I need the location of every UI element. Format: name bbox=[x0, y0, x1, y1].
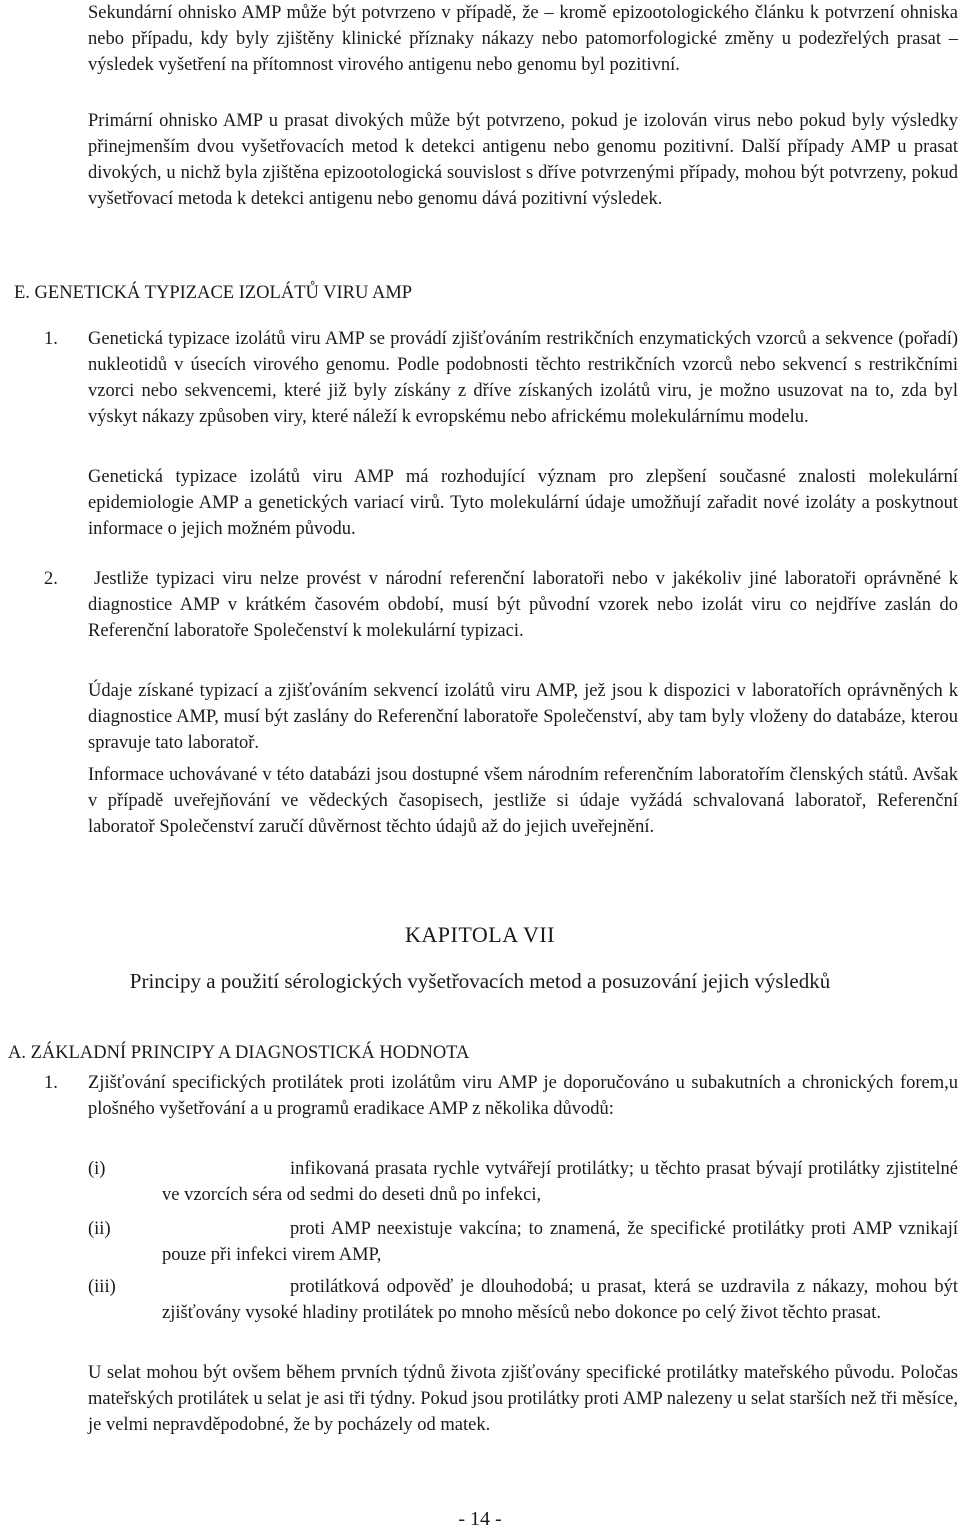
list-marker: 1. bbox=[44, 1073, 58, 1093]
reason-marker: (ii) bbox=[88, 1219, 111, 1239]
reason-item: protilátková odpověď je dlouhodobá; u prasat, která se uzdravila z nákazy, mohou být zjišťovány vysoké hladiny protilátek po mnoho měsíců nebo dokonce po celý život těchto prasat. bbox=[162, 1277, 958, 1323]
reason-marker: (i) bbox=[88, 1159, 106, 1179]
sequence-data-paragraph: Údaje získané typizací a zjišťováním sekvencí izolátů viru AMP, jež jsou k dispozici v laboratořích oprávněných k diagnostice AMP, musí být zaslány do Referenční laboratoře Společenství, aby tam byly vloženy do databáze, kterou spravuje tato laboratoř. bbox=[88, 681, 958, 753]
paragraph-primary-outbreak-wild-boar: Primární ohnisko AMP u prasat divokých může být potvrzeno, pokud je izolován virus nebo pokud byly výsledky přinejmenším dvou vyšetřovacích metod k detekci antigenu nebo genomu pozitivní. Další případy AMP u prasat divokých, u nichž byla zjištěna epizootologická souvislost s dříve potvrzenými případy, mohou být potvrzeny, pokud vyšetřovací metoda k detekci antigenu nebo genomu dává pozitivní výsledek. bbox=[88, 111, 958, 209]
reason-marker: (iii) bbox=[88, 1277, 116, 1297]
genetic-typing-importance-paragraph: Genetická typizace izolátů viru AMP má rozhodující význam pro zlepšení současné znalosti molekulární epidemiologie AMP a genetických variací virů. Tyto molekulární údaje umožňují zařadit nové izoláty a poskytnout informace o jejich možném původu. bbox=[88, 467, 958, 539]
list-marker: 2. bbox=[44, 569, 58, 589]
maternal-antibodies-paragraph: U selat mohou být ovšem během prvních týdnů života zjišťovány specifické protilátky mateřského původu. Poločas mateřských protilátek u selat je asi tři týdny. Pokud jsou protilátky proti AMP nalezeny u selat starších než tři měsíce, je velmi nepravděpodobné, že by pocházely od matek. bbox=[88, 1363, 958, 1435]
antibody-detection-paragraph: Zjišťování specifických protilátek proti izolátům viru AMP je doporučováno u subakutních a chronických forem,u plošného vyšetřování a u programů eradikace AMP z několika důvodů: bbox=[88, 1073, 958, 1119]
paragraph-secondary-outbreak: Sekundární ohnisko AMP může být potvrzeno v případě, že – kromě epizootologického článku k potvrzení ohniska nebo případu, kdy byly zjištěny klinické příznaky nákazy nebo patomorfologické změny u podezřelých prasat – výsledek vyšetření na přítomnost virového antigenu nebo genomu byl pozitivní. bbox=[88, 3, 958, 75]
chapter-subtitle: Principy a použití sérologických vyšetřovacích metod a posuzování jejich výsledků bbox=[129, 969, 831, 993]
list-marker: 1. bbox=[44, 329, 58, 349]
database-access-paragraph: Informace uchovávané v této databázi jsou dostupné všem národním referenčním laboratořím členských států. Avšak v případě uveřejňování ve vědeckých časopisech, jestliže si údaje vyžádá schvalovaná laboratoř, Referenční laboratoř Společenství zaručí důvěrnost těchto údajů až do jejich uveřejnění. bbox=[88, 765, 958, 837]
section-a-heading: A. ZÁKLADNÍ PRINCIPY A DIAGNOSTICKÁ HODNOTA bbox=[8, 1043, 470, 1063]
reason-item: proti AMP neexistuje vakcína; to znamená, že specifické protilátky proti AMP vznikají pouze při infekci virem AMP, bbox=[162, 1219, 958, 1265]
reason-item: infikovaná prasata rychle vytvářejí protilátky; u těchto prasat bývají protilátky zjistitelné ve vzorcích séra od sedmi do deseti dnů po infekci, bbox=[162, 1159, 958, 1205]
sample-shipment-paragraph: Jestliže typizaci viru nelze provést v národní referenční laboratoři nebo v jakékoliv jiné laboratoři oprávněné k diagnostice AMP v krátkém časovém období, musí být původní vzorek nebo izolát viru co nejdříve zaslán do Referenční laboratoře Společenství k molekulární typizaci. bbox=[88, 569, 958, 641]
section-e-heading: E. GENETICKÁ TYPIZACE IZOLÁTŮ VIRU AMP bbox=[14, 283, 413, 303]
chapter-title: KAPITOLA VII bbox=[404, 922, 556, 947]
page-number: - 14 - bbox=[458, 1508, 502, 1530]
genetic-typing-paragraph: Genetická typizace izolátů viru AMP se provádí zjišťováním restrikčních enzymatických vzorců a sekvence (pořadí) nukleotidů v úsecích virového genomu. Podle podobnosti těchto restrikčních vzorců nebo sekvencí s restrikčními vzorci nebo sekvencemi, které již byly získány z dříve získaných izolátů viru, je možno usuzovat na to, zda byl výskyt nákazy způsoben viry, které náleží k evropskému nebo africkému molekulárnímu modelu. bbox=[88, 329, 958, 427]
